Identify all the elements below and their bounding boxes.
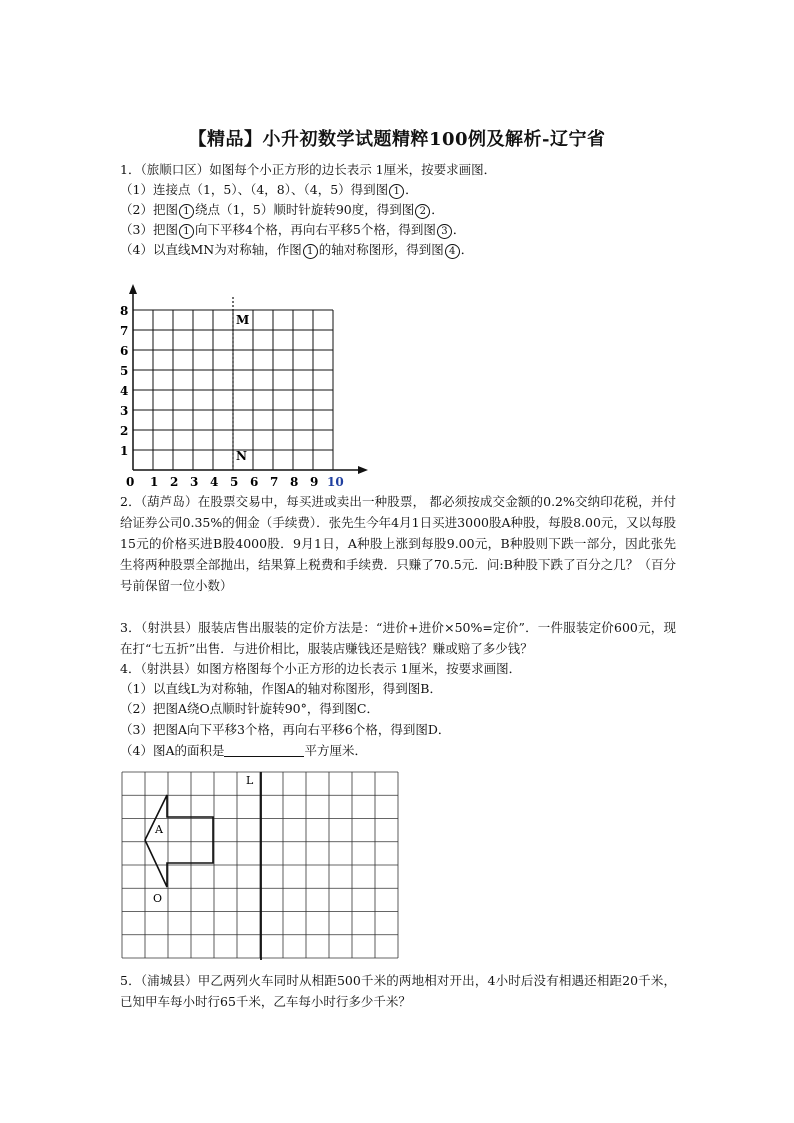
x-tick-label: 4 [210,475,219,488]
q1-step-2-mid: 绕点（1，5）顺时针旋转90度，得到图 [194,202,415,217]
y-tick-label: 7 [120,324,129,338]
x-tick-label: 3 [190,475,199,488]
y-tick-label: 6 [120,344,129,358]
y-tick-label: 3 [120,404,129,418]
q1-step-1 [120,180,418,200]
q1-coordinate-grid [110,282,380,488]
q4-square-grid [120,770,400,960]
q4-step-3: （3）把图A向下平移3个格，再向右平移6个格，得到图D． [120,722,451,737]
x-tick-label: 2 [170,475,179,488]
q4-intro: 4．（射洪县）如图方格图每个小正方形的边长表示 1厘米，按要求画图． [120,661,522,676]
q4-step-2: （2）把图A绕O点顺时针旋转90°，得到图C． [120,701,379,716]
y-tick-label: 2 [120,424,129,438]
y-tick-label: 8 [120,304,129,318]
x-tick-label: 1 [150,475,159,488]
q4-step-1: （1）以直线L为对称轴，作图A的轴对称图形，得到图B． [120,681,442,696]
q1-step-4 [120,240,473,260]
x-tick-label: 9 [310,475,319,488]
q1-step-4-mid: 的轴对称图形，得到图 [318,242,444,257]
figure-mark-1: 1 [179,204,194,219]
figure-mark-1: 1 [179,224,194,239]
y-axis-labels [120,304,128,458]
q4-step-4-text: （4）图A的面积是 [120,743,225,758]
answer-blank[interactable] [224,744,304,757]
q4-step-4 [120,741,367,761]
y-tick-label: 4 [120,384,129,398]
point-n-label: N [236,449,247,463]
q1-step-1-text: （1）连接点（1，5）、（4，8）、（4，5）得到图 [120,182,389,197]
q1-step-4-text: （4）以直线MN为对称轴，作图 [120,242,302,257]
q4-grid-lines [122,772,398,958]
y-tick-label: 5 [120,364,129,378]
figure-mark-1: 1 [389,184,404,199]
q2-text: 2．（葫芦岛）在股票交易中，每买进或卖出一种股票， 都必须按成交金额的0.2%交纳印花税，并付给证券公司0.35%的佣金（手续费）．张先生今年4月1日买进3000股A种股，每股8.00元，又以每股15元的价格买进B股4000股．9月1日，A种股上涨到每股9.00元，B种股则下跌一部分，因此张先生将两种股票全部抛出，结果算上税费和手续费．只赚了70.5元．问:B种股下跌了百分之几？（百分号前保留一位小数） [120,494,676,593]
figure-mark-1: 1 [303,244,318,259]
figure-mark-3: 3 [437,224,452,239]
q5-text: 5．（浦城县）甲乙两列火车同时从相距500千米的两地相对开出，4小时后没有相遇还相距20千米，已知甲车每小时行65千米，乙车每小时行多少千米？ [120,973,676,1009]
x-tick-label: 0 [126,475,135,488]
label-a: A [155,823,163,836]
figure-a [145,795,213,887]
q1-step-3-mid: 向下平移4个格，再向右平移5个格，得到图 [194,222,436,237]
x-axis-arrow-icon [358,466,368,474]
q1-step-2 [120,200,444,220]
x-tick-label: 8 [290,475,299,488]
q4-step-4-unit: 平方厘米． [304,743,367,758]
q1-intro: 1．（旅顺口区）如图每个小正方形的边长表示 1厘米，按要求画图． [120,162,497,177]
period: ． [460,242,474,257]
q1-step-3-text: （3）把图 [120,222,178,237]
x-tick-label: 6 [250,475,259,488]
y-axis-arrow-icon [129,284,137,294]
period: ． [431,202,444,217]
period: ． [405,182,418,197]
y-tick-label: 1 [120,444,129,458]
page-title: 【精品】小升初数学试题精粹100例及解析-辽宁省 [188,129,606,150]
figure-mark-2: 2 [415,204,430,219]
x-axis-labels [126,475,344,488]
label-l: L [246,774,254,787]
q1-step-2-text: （2）把图 [120,202,178,217]
q1-step-3 [120,220,465,240]
figure-mark-4: 4 [445,244,460,259]
label-o: O [153,892,163,905]
point-m-label: M [236,313,250,327]
x-tick-label: 10 [327,475,344,488]
period: ． [452,222,466,237]
x-tick-label: 5 [230,475,239,488]
q3-text: 3．（射洪县）服装店售出服装的定价方法是：“进价+进价×50%=定价”．一件服装定价600元，现在打“七五折”出售．与进价相比，服装店赚钱还是赔钱？赚或赔了多少钱？ [120,620,676,656]
x-tick-label: 7 [270,475,279,488]
